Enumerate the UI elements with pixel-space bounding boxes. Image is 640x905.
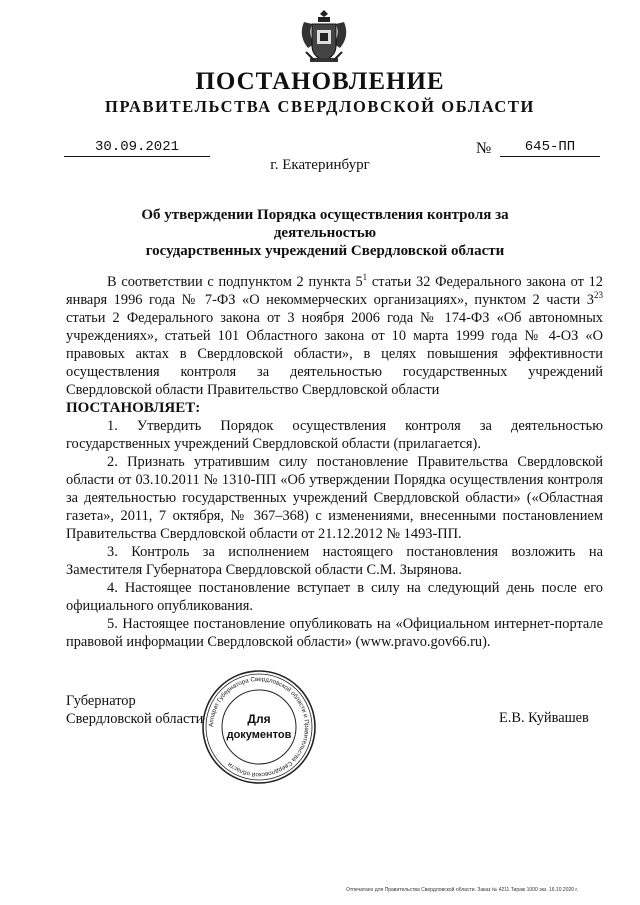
number-label: №	[476, 140, 492, 157]
item-3: 3. Контроль за исполнением настоящего постановления возложить на Заместителя Губернатора Свердловской области С.М. Зырянова.	[66, 544, 603, 578]
document-body	[66, 273, 603, 651]
footnote-mark-1: 1	[362, 272, 368, 282]
item-5: 5. Настоящее постановление опубликовать на «Официальном интернет-портале правовой информации Свердловской области» (www.pravo.gov66.ru).	[66, 616, 603, 650]
doc-number: 645-ПП	[500, 139, 600, 157]
signatory-name: Е.В. Куйвашев	[499, 710, 589, 726]
signatory-position-line-2: Свердловской области	[66, 711, 204, 727]
footnote-mark-2: 23	[594, 290, 603, 300]
official-stamp	[200, 668, 318, 786]
doc-date: 30.09.2021	[64, 139, 210, 157]
stamp-center-line-2: документов	[226, 729, 292, 741]
city-line: г. Екатеринбург	[270, 157, 370, 173]
resolves-heading: ПОСТАНОВЛЯЕТ:	[66, 400, 201, 416]
stamp-ring-text: Аппарат Губернатора Свердловской области и Правительства Свердловской области	[207, 675, 311, 779]
print-footer: Отпечатано для Правительства Свердловской области. Заказ № 4211 Тираж 1000 экз. 16.10.2020 г.	[346, 887, 579, 893]
heading-line-2: государственных учреждений Свердловской области	[145, 243, 505, 259]
issuer-title: ПРАВИТЕЛЬСТВА СВЕРДЛОВСКОЙ ОБЛАСТИ	[105, 97, 535, 116]
preamble-part-1: В соответствии с подпунктом 2 пункта 5	[107, 274, 363, 290]
preamble-part-3: статьи 2 Федерального закона от 3 ноября 2006 года № 174-ФЗ «Об автономных учреждениях», статьей 101 Областного закона от 10 марта 1999 года № 4-ОЗ «О правовых актах в Свердловской области», в целях повышения эффективности осуществления контроля за деятельностью государственных учреждений Свердловской области Правительство Свердловской области	[66, 310, 603, 398]
stamp-center-line-1: Для	[247, 712, 271, 726]
heading-line-1: Об утверждении Порядка осуществления контроля за деятельностью	[141, 207, 509, 241]
doc-type-title: ПОСТАНОВЛЕНИЕ	[195, 68, 445, 95]
preamble-paragraph	[66, 273, 603, 399]
item-2: 2. Признать утратившим силу постановление Правительства Свердловской области от 03.10.2011 № 1310-ПП «Об утверждении Порядка осуществления контроля за деятельностью государственных учреждений Свердловской области» («Областная газета», 2011, 7 октября, № 367–368) с изменениями, внесенными постановлением Правительства Свердловской области от 21.12.2012 № 1493-ПП.	[66, 454, 603, 542]
coat-of-arms-emblem	[298, 8, 350, 68]
item-4: 4. Настоящее постановление вступает в силу на следующий день после его официального опубликования.	[66, 580, 603, 614]
item-1: 1. Утвердить Порядок осуществления контроля за деятельностью государственных учреждений Свердловской области (прилагается).	[66, 418, 603, 452]
preamble-part-2: статьи 32 Федерального закона от 12 января 1996 года № 7-ФЗ «О некоммерческих организациях», пунктом 2 части 3	[66, 274, 604, 308]
document-heading	[90, 206, 560, 260]
signatory-position-line-1: Губернатор	[66, 693, 136, 709]
